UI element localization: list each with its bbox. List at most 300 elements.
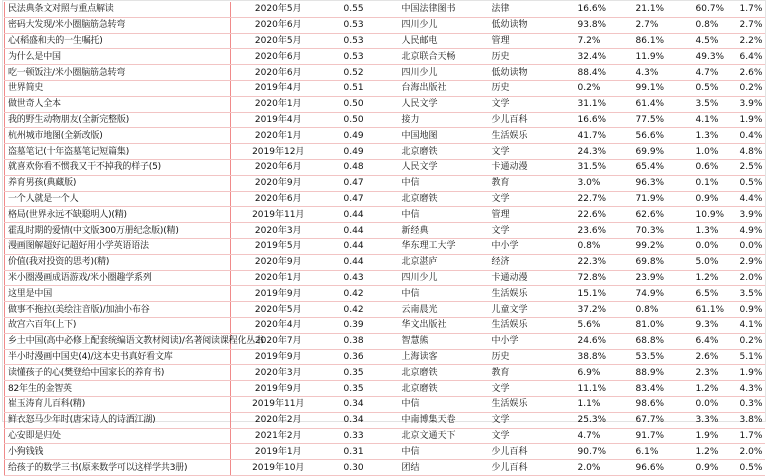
score-cell: 0.44 (326, 223, 388, 239)
pct-2-cell: 71.9% (612, 191, 670, 207)
pct-2-cell: 65.4% (612, 159, 670, 175)
pct-4-cell: 2.9% (730, 254, 765, 270)
publisher-cell: 北京磨铁 (388, 365, 486, 381)
table-row (5, 412, 765, 428)
category-cell: 卡通动漫 (486, 270, 554, 286)
publish-date-cell: 2020年7月 (231, 333, 326, 349)
publish-date-cell: 2020年5月 (231, 33, 326, 49)
score-cell: 0.51 (326, 80, 388, 96)
category-cell: 少儿百科 (486, 444, 554, 460)
book-title-cell: 故宫六百年(上下) (5, 317, 231, 333)
table-row (5, 207, 765, 223)
pct-3-cell: 0.5% (670, 80, 730, 96)
category-cell: 文学 (486, 191, 554, 207)
pct-1-cell: 38.8% (554, 349, 612, 365)
book-title-cell: 读懂孩子的心(樊登给中国家长的养育书) (5, 365, 231, 381)
pct-4-cell: 4.4% (730, 191, 765, 207)
category-cell: 历史 (486, 349, 554, 365)
pct-1-cell: 24.6% (554, 333, 612, 349)
publish-date-cell: 2019年4月 (231, 112, 326, 128)
table-row (5, 460, 765, 476)
publish-date-cell: 2020年6月 (231, 17, 326, 33)
publisher-cell: 中信 (388, 444, 486, 460)
pct-2-cell: 21.1% (612, 2, 670, 17)
table-row (5, 33, 765, 49)
score-cell: 0.52 (326, 65, 388, 81)
score-cell: 0.47 (326, 191, 388, 207)
pct-3-cell: 0.0% (670, 396, 730, 412)
table-row (5, 175, 765, 191)
category-cell: 管理 (486, 33, 554, 49)
pct-1-cell: 32.4% (554, 49, 612, 65)
book-title-cell: 价值(我对投资的思考)(精) (5, 254, 231, 270)
score-cell: 0.44 (326, 254, 388, 270)
book-title-cell: 做世奇人全本 (5, 96, 231, 112)
pct-4-cell: 1.9% (730, 365, 765, 381)
category-cell: 教育 (486, 175, 554, 191)
book-title-cell: 为什么是中国 (5, 49, 231, 65)
pct-1-cell: 16.6% (554, 2, 612, 17)
publish-date-cell: 2019年9月 (231, 286, 326, 302)
score-cell: 0.34 (326, 412, 388, 428)
pct-3-cell: 60.7% (670, 2, 730, 17)
category-cell: 少儿百科 (486, 460, 554, 476)
table-body (5, 2, 765, 475)
book-title-cell: 杭州城市地图(全新改版) (5, 128, 231, 144)
pct-3-cell: 1.9% (670, 428, 730, 444)
publish-date-cell: 2019年5月 (231, 238, 326, 254)
table-row (5, 365, 765, 381)
publish-date-cell: 2019年11月 (231, 207, 326, 223)
pct-2-cell: 77.5% (612, 112, 670, 128)
pct-3-cell: 6.4% (670, 333, 730, 349)
pct-1-cell: 88.4% (554, 65, 612, 81)
pct-4-cell: 0.5% (730, 460, 765, 476)
publisher-cell: 四川少儿 (388, 17, 486, 33)
table-row (5, 349, 765, 365)
book-title-cell: 半小时漫画中国史(4)/这本史书真好看文库 (5, 349, 231, 365)
pct-4-cell: 2.2% (730, 33, 765, 49)
table-row (5, 333, 765, 349)
score-cell: 0.35 (326, 381, 388, 397)
pct-2-cell: 83.4% (612, 381, 670, 397)
table-row (5, 396, 765, 412)
publisher-cell: 接力 (388, 112, 486, 128)
score-cell: 0.49 (326, 144, 388, 160)
score-cell: 0.53 (326, 33, 388, 49)
book-title-cell: 心(稻盛和夫的一生嘱托) (5, 33, 231, 49)
publisher-cell: 中国地图 (388, 128, 486, 144)
pct-4-cell: 1.7% (730, 2, 765, 17)
publisher-cell: 华文出版社 (388, 317, 486, 333)
pct-4-cell: 0.3% (730, 396, 765, 412)
pct-4-cell: 0.2% (730, 80, 765, 96)
score-cell: 0.50 (326, 96, 388, 112)
publish-date-cell: 2020年1月 (231, 96, 326, 112)
pct-3-cell: 3.3% (670, 412, 730, 428)
publish-date-cell: 2019年12月 (231, 144, 326, 160)
score-cell: 0.49 (326, 128, 388, 144)
pct-3-cell: 1.2% (670, 270, 730, 286)
publisher-cell: 四川少儿 (388, 270, 486, 286)
pct-2-cell: 4.3% (612, 65, 670, 81)
publish-date-cell: 2020年5月 (231, 302, 326, 318)
table-row (5, 128, 765, 144)
table-row (5, 159, 765, 175)
book-title-cell: 霍乱时期的爱情(中文版300万册纪念版)(精) (5, 223, 231, 239)
pct-2-cell: 99.2% (612, 238, 670, 254)
pct-4-cell: 4.9% (730, 223, 765, 239)
publish-date-cell: 2019年4月 (231, 80, 326, 96)
publisher-cell: 团结 (388, 460, 486, 476)
pct-3-cell: 5.0% (670, 254, 730, 270)
book-title-cell: 小狗钱钱 (5, 444, 231, 460)
pct-1-cell: 6.9% (554, 365, 612, 381)
table-row (5, 80, 765, 96)
pct-1-cell: 93.8% (554, 17, 612, 33)
book-title-cell: 米小圈漫画成语游戏/米小圈趣学系列 (5, 270, 231, 286)
pct-3-cell: 4.5% (670, 33, 730, 49)
pct-1-cell: 24.3% (554, 144, 612, 160)
category-cell: 中小学 (486, 333, 554, 349)
category-cell: 历史 (486, 80, 554, 96)
publish-date-cell: 2020年9月 (231, 175, 326, 191)
score-cell: 0.36 (326, 349, 388, 365)
publish-date-cell: 2020年6月 (231, 65, 326, 81)
pct-3-cell: 1.0% (670, 144, 730, 160)
category-cell: 生活娱乐 (486, 317, 554, 333)
table-row (5, 381, 765, 397)
pct-4-cell: 4.1% (730, 317, 765, 333)
publish-date-cell: 2020年1月 (231, 128, 326, 144)
score-cell: 0.47 (326, 175, 388, 191)
publish-date-cell: 2020年6月 (231, 159, 326, 175)
pct-4-cell: 3.8% (730, 412, 765, 428)
category-cell: 管理 (486, 207, 554, 223)
table-row (5, 428, 765, 444)
pct-1-cell: 3.0% (554, 175, 612, 191)
pct-1-cell: 11.1% (554, 381, 612, 397)
table-row (5, 302, 765, 318)
pct-4-cell: 4.8% (730, 144, 765, 160)
publish-date-cell: 2019年1月 (231, 444, 326, 460)
pct-1-cell: 25.3% (554, 412, 612, 428)
pct-2-cell: 23.9% (612, 270, 670, 286)
pct-3-cell: 9.3% (670, 317, 730, 333)
book-title-cell: 格局(世界永远不缺聪明人)(精) (5, 207, 231, 223)
pct-4-cell: 0.2% (730, 333, 765, 349)
category-cell: 历史 (486, 49, 554, 65)
category-cell: 文学 (486, 412, 554, 428)
pct-2-cell: 69.8% (612, 254, 670, 270)
score-cell: 0.44 (326, 207, 388, 223)
book-title-cell: 82年生的金智英 (5, 381, 231, 397)
pct-3-cell: 4.1% (670, 112, 730, 128)
publish-date-cell: 2019年9月 (231, 349, 326, 365)
book-title-cell: 乡土中国(高中必修上配套统编语文教材阅读)/名著阅读课程化丛书 (5, 333, 231, 349)
category-cell: 法律 (486, 2, 554, 17)
pct-1-cell: 15.1% (554, 286, 612, 302)
pct-2-cell: 2.7% (612, 17, 670, 33)
category-cell: 文学 (486, 428, 554, 444)
score-cell: 0.53 (326, 49, 388, 65)
pct-2-cell: 67.7% (612, 412, 670, 428)
publisher-cell: 北京磨铁 (388, 381, 486, 397)
pct-3-cell: 0.6% (670, 159, 730, 175)
publisher-cell: 北京文通天下 (388, 428, 486, 444)
pct-3-cell: 0.0% (670, 238, 730, 254)
category-cell: 生活娱乐 (486, 396, 554, 412)
category-cell: 低幼读物 (486, 17, 554, 33)
publisher-cell: 上海读客 (388, 349, 486, 365)
category-cell: 经济 (486, 254, 554, 270)
book-title-cell: 这里是中国 (5, 286, 231, 302)
pct-1-cell: 23.6% (554, 223, 612, 239)
table-row (5, 270, 765, 286)
category-cell: 儿童文学 (486, 302, 554, 318)
category-cell: 少儿百科 (486, 112, 554, 128)
pct-2-cell: 62.6% (612, 207, 670, 223)
score-cell: 0.42 (326, 286, 388, 302)
pct-2-cell: 98.6% (612, 396, 670, 412)
pct-4-cell: 1.7% (730, 428, 765, 444)
pct-2-cell: 0.8% (612, 302, 670, 318)
category-cell: 文学 (486, 144, 554, 160)
pct-2-cell: 88.9% (612, 365, 670, 381)
publisher-cell: 北京联合天畅 (388, 49, 486, 65)
publish-date-cell: 2020年1月 (231, 270, 326, 286)
pct-4-cell: 4.3% (730, 381, 765, 397)
pct-4-cell: 2.0% (730, 444, 765, 460)
category-cell: 生活娱乐 (486, 128, 554, 144)
book-title-cell: 漫画图解超好记超好用小学英语语法 (5, 238, 231, 254)
book-title-cell: 做事不拖拉(美绘注音版)/加油小布谷 (5, 302, 231, 318)
publish-date-cell: 2019年11月 (231, 396, 326, 412)
publish-date-cell: 2020年4月 (231, 317, 326, 333)
pct-3-cell: 0.1% (670, 175, 730, 191)
score-cell: 0.44 (326, 238, 388, 254)
pct-3-cell: 1.2% (670, 381, 730, 397)
table-row (5, 112, 765, 128)
book-title-cell: 一个人就是一个人 (5, 191, 231, 207)
book-sales-table (4, 2, 765, 476)
publish-date-cell: 2020年3月 (231, 223, 326, 239)
pct-1-cell: 0.8% (554, 238, 612, 254)
pct-1-cell: 22.7% (554, 191, 612, 207)
pct-4-cell: 6.4% (730, 49, 765, 65)
publisher-cell: 北京湛庐 (388, 254, 486, 270)
publish-date-cell: 2020年5月 (231, 2, 326, 17)
publish-date-cell: 2020年3月 (231, 365, 326, 381)
category-cell: 文学 (486, 381, 554, 397)
pct-1-cell: 0.2% (554, 80, 612, 96)
pct-4-cell: 3.5% (730, 286, 765, 302)
pct-1-cell: 4.7% (554, 428, 612, 444)
pct-3-cell: 0.9% (670, 191, 730, 207)
book-title-cell: 崔玉涛育儿百科(精) (5, 396, 231, 412)
book-title-cell: 世界简史 (5, 80, 231, 96)
publisher-cell: 中信 (388, 207, 486, 223)
score-cell: 0.39 (326, 317, 388, 333)
table-row (5, 144, 765, 160)
pct-1-cell: 2.0% (554, 460, 612, 476)
score-cell: 0.35 (326, 365, 388, 381)
pct-2-cell: 70.3% (612, 223, 670, 239)
pct-2-cell: 96.6% (612, 460, 670, 476)
publisher-cell: 北京磨铁 (388, 144, 486, 160)
book-title-cell: 给孩子的数学三书(原来数学可以这样学共3册) (5, 460, 231, 476)
table-row (5, 191, 765, 207)
pct-2-cell: 53.5% (612, 349, 670, 365)
pct-3-cell: 61.1% (670, 302, 730, 318)
pct-1-cell: 90.7% (554, 444, 612, 460)
pct-2-cell: 81.0% (612, 317, 670, 333)
table-row (5, 238, 765, 254)
book-title-cell: 鲜衣怒马少年时(唐宋诗人的诗酒江湖) (5, 412, 231, 428)
score-cell: 0.55 (326, 2, 388, 17)
pct-3-cell: 10.9% (670, 207, 730, 223)
publisher-cell: 华东理工大学 (388, 238, 486, 254)
pct-2-cell: 74.9% (612, 286, 670, 302)
pct-4-cell: 2.7% (730, 17, 765, 33)
publisher-cell: 云南晨光 (388, 302, 486, 318)
publish-date-cell: 2019年9月 (231, 381, 326, 397)
category-cell: 低幼读物 (486, 65, 554, 81)
score-cell: 0.42 (326, 302, 388, 318)
table-row (5, 444, 765, 460)
pct-3-cell: 1.2% (670, 444, 730, 460)
score-cell: 0.43 (326, 270, 388, 286)
pct-4-cell: 0.9% (730, 302, 765, 318)
pct-2-cell: 91.7% (612, 428, 670, 444)
publisher-cell: 台海出版社 (388, 80, 486, 96)
score-cell: 0.50 (326, 112, 388, 128)
pct-4-cell: 5.1% (730, 349, 765, 365)
pct-1-cell: 5.6% (554, 317, 612, 333)
pct-4-cell: 1.9% (730, 112, 765, 128)
book-title-cell: 盗墓笔记(十年盗墓笔记短篇集) (5, 144, 231, 160)
table-row (5, 65, 765, 81)
score-cell: 0.30 (326, 460, 388, 476)
pct-3-cell: 4.7% (670, 65, 730, 81)
publisher-cell: 中信 (388, 396, 486, 412)
pct-1-cell: 37.2% (554, 302, 612, 318)
publisher-cell: 人民邮电 (388, 33, 486, 49)
table-row (5, 49, 765, 65)
pct-2-cell: 6.1% (612, 444, 670, 460)
pct-4-cell: 0.4% (730, 128, 765, 144)
pct-4-cell: 2.5% (730, 159, 765, 175)
publish-date-cell: 2020年6月 (231, 191, 326, 207)
pct-1-cell: 16.6% (554, 112, 612, 128)
table-row (5, 17, 765, 33)
pct-1-cell: 7.2% (554, 33, 612, 49)
book-title-cell: 民法典条文对照与重点解读 (5, 2, 231, 17)
pct-4-cell: 3.9% (730, 207, 765, 223)
publisher-cell: 中南博集天卷 (388, 412, 486, 428)
pct-3-cell: 1.3% (670, 223, 730, 239)
publisher-cell: 新经典 (388, 223, 486, 239)
pct-3-cell: 6.5% (670, 286, 730, 302)
pct-2-cell: 99.1% (612, 80, 670, 96)
pct-2-cell: 96.3% (612, 175, 670, 191)
score-cell: 0.31 (326, 444, 388, 460)
table-row (5, 286, 765, 302)
pct-4-cell: 2.0% (730, 270, 765, 286)
table-row (5, 96, 765, 112)
pct-2-cell: 68.8% (612, 333, 670, 349)
publisher-cell: 北京磨铁 (388, 191, 486, 207)
publish-date-cell: 2020年2月 (231, 412, 326, 428)
pct-1-cell: 72.8% (554, 270, 612, 286)
pct-1-cell: 41.7% (554, 128, 612, 144)
publisher-cell: 智慧熊 (388, 333, 486, 349)
category-cell: 文学 (486, 223, 554, 239)
pct-2-cell: 11.9% (612, 49, 670, 65)
publisher-cell: 中信 (388, 286, 486, 302)
pct-3-cell: 3.5% (670, 96, 730, 112)
category-cell: 卡通动漫 (486, 159, 554, 175)
score-cell: 0.48 (326, 159, 388, 175)
pct-1-cell: 31.5% (554, 159, 612, 175)
publish-date-cell: 2019年10月 (231, 460, 326, 476)
book-title-cell: 养育男孩(典藏版) (5, 175, 231, 191)
publisher-cell: 人民文学 (388, 159, 486, 175)
publish-date-cell: 2020年6月 (231, 49, 326, 65)
score-cell: 0.33 (326, 428, 388, 444)
category-cell: 教育 (486, 365, 554, 381)
publisher-cell: 中国法律图书 (388, 2, 486, 17)
book-sales-table-frame (2, 0, 766, 473)
pct-2-cell: 61.4% (612, 96, 670, 112)
pct-4-cell: 0.0% (730, 238, 765, 254)
pct-1-cell: 1.1% (554, 396, 612, 412)
score-cell: 0.38 (326, 333, 388, 349)
publisher-cell: 中信 (388, 175, 486, 191)
book-title-cell: 就喜欢你看不惯我又干不掉我的样子(5) (5, 159, 231, 175)
pct-2-cell: 86.1% (612, 33, 670, 49)
pct-1-cell: 22.3% (554, 254, 612, 270)
category-cell: 文学 (486, 96, 554, 112)
pct-1-cell: 31.1% (554, 96, 612, 112)
publisher-cell: 人民文学 (388, 96, 486, 112)
pct-1-cell: 22.6% (554, 207, 612, 223)
table-row (5, 2, 765, 17)
pct-2-cell: 69.9% (612, 144, 670, 160)
category-cell: 中小学 (486, 238, 554, 254)
publish-date-cell: 2021年2月 (231, 428, 326, 444)
publish-date-cell: 2020年9月 (231, 254, 326, 270)
pct-3-cell: 2.3% (670, 365, 730, 381)
pct-3-cell: 49.3% (670, 49, 730, 65)
pct-2-cell: 56.6% (612, 128, 670, 144)
pct-3-cell: 2.6% (670, 349, 730, 365)
pct-3-cell: 1.3% (670, 128, 730, 144)
pct-4-cell: 3.9% (730, 96, 765, 112)
publisher-cell: 四川少儿 (388, 65, 486, 81)
score-cell: 0.34 (326, 396, 388, 412)
pct-4-cell: 2.6% (730, 65, 765, 81)
book-title-cell: 密码大发现/米小圈脑筋急转弯 (5, 17, 231, 33)
score-cell: 0.53 (326, 17, 388, 33)
book-title-cell: 心安即是归处 (5, 428, 231, 444)
book-title-cell: 吃一顿饭注/米小圈脑筋急转弯 (5, 65, 231, 81)
book-title-cell: 我的野生动物朋友(全新完整版) (5, 112, 231, 128)
table-row (5, 254, 765, 270)
table-row (5, 223, 765, 239)
pct-3-cell: 0.9% (670, 460, 730, 476)
pct-3-cell: 0.8% (670, 17, 730, 33)
